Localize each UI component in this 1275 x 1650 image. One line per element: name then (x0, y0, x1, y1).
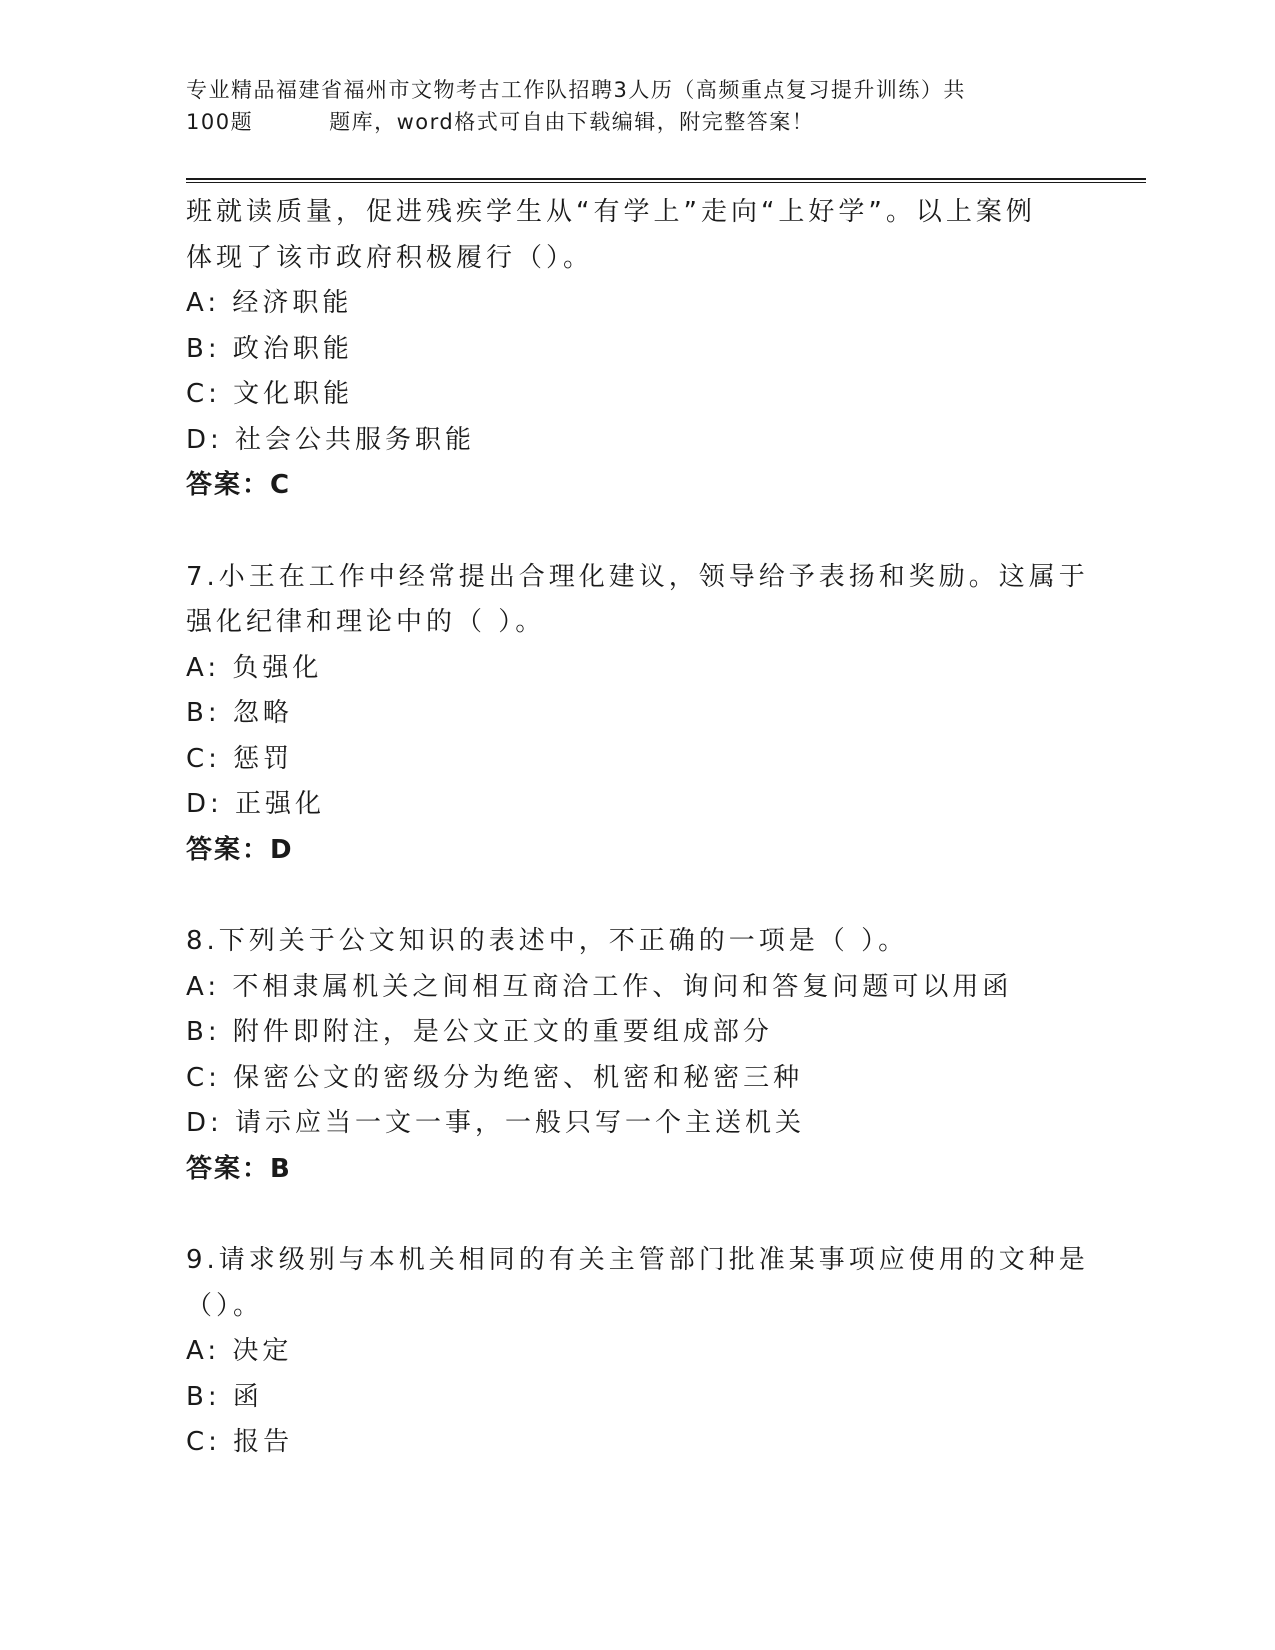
question-text-line: 7.小王在工作中经常提出合理化建议，领导给予表扬和奖励。这属于 (186, 561, 1089, 592)
option-a: A: 决定 (186, 1336, 293, 1366)
option-b: B: 函 (186, 1381, 263, 1412)
question-text-line: 强化纪律和理论中的（ ）。 (186, 607, 546, 637)
option-a: A: 不相隶属机关之间相互商洽工作、询问和答复问题可以用函 (186, 971, 1013, 1002)
option-b: B: 忽略 (186, 698, 293, 728)
question-8 (186, 919, 1086, 1192)
option-a: A: 经济职能 (186, 288, 353, 318)
document-body (186, 190, 1089, 1466)
header-line-1: 专业精品福建省福州市文物考古工作队招聘3人历（高频重点复习提升训练）共 (186, 78, 966, 102)
option-c: C: 报告 (186, 1427, 294, 1457)
option-c: C: 文化职能 (186, 379, 354, 409)
option-d: D: 请示应当一文一事，一般只写一个主送机关 (186, 1108, 806, 1138)
option-d: D: 社会公共服务职能 (186, 424, 476, 455)
header-question-count: 100题 (186, 110, 254, 134)
option-a: A: 负强化 (186, 652, 323, 683)
question-continued (186, 190, 1086, 509)
question-9 (186, 1238, 1089, 1466)
question-text-line: 体现了该市政府积极履行（）。 (186, 242, 594, 273)
option-c: C: 保密公文的密级分为绝密、机密和秘密三种 (186, 1062, 804, 1093)
question-text-line: （）。 (186, 1290, 264, 1321)
answer-line: 答案：C (186, 470, 292, 500)
answer-line: 答案：D (186, 834, 294, 865)
header-divider-thin (186, 182, 1146, 183)
question-text-line: 9.请求级别与本机关相同的有关主管部门批准某事项应使用的文种是 (186, 1245, 1089, 1275)
option-b: B: 附件即附注，是公文正文的重要组成部分 (186, 1017, 773, 1047)
answer-line: 答案：B (186, 1153, 292, 1184)
header-description: 题库，word格式可自由下载编辑，附完整答案！ (329, 110, 815, 134)
document-header (186, 74, 1066, 138)
question-text-line: 8.下列关于公文知识的表述中，不正确的一项是（ ）。 (186, 926, 909, 956)
option-c: C: 惩罚 (186, 743, 294, 774)
question-text-line: 班就读质量，促进残疾学生从“有学上”走向“上好学”。以上案例 (186, 197, 1036, 227)
option-d: D: 正强化 (186, 789, 326, 819)
question-7 (186, 555, 1089, 874)
option-b: B: 政治职能 (186, 333, 353, 364)
header-divider-thick (186, 178, 1146, 180)
header-line-2 (186, 106, 1066, 138)
